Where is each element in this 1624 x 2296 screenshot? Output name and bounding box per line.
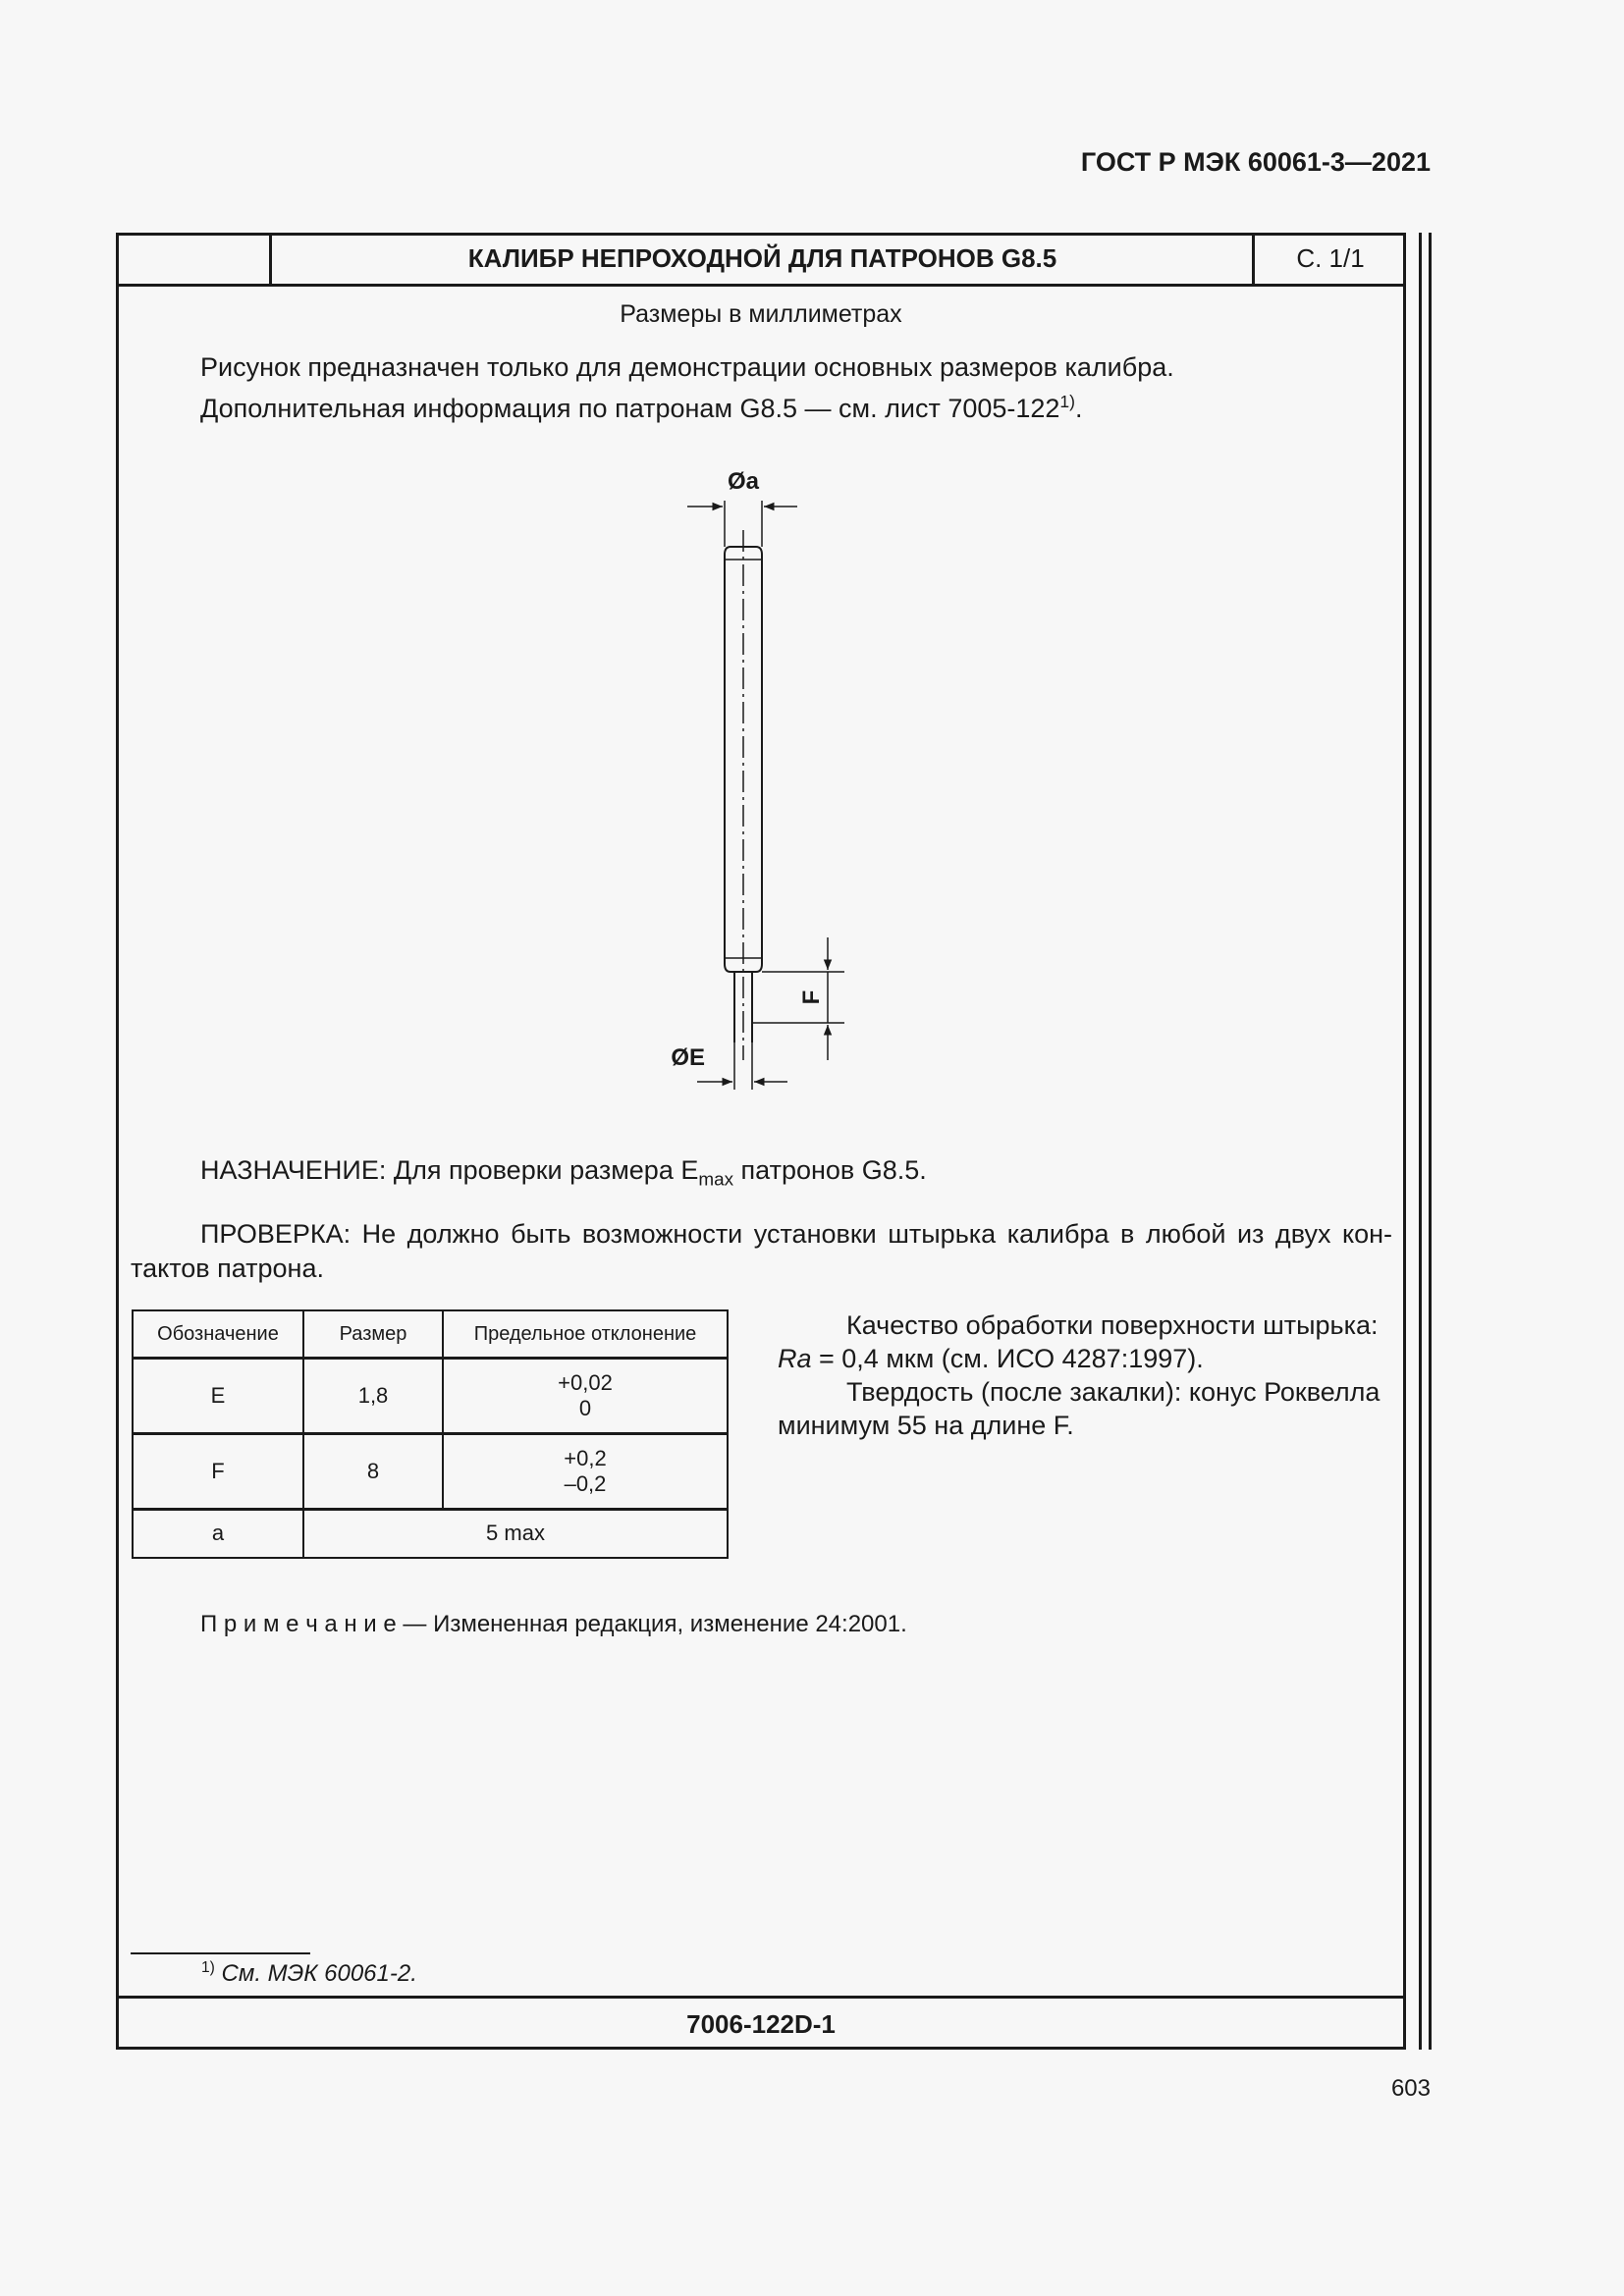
dim-label-f: F: [798, 989, 825, 1005]
quality-line-2-rest: = 0,4 мкм (см. ИСО 4287:1997).: [811, 1344, 1204, 1373]
sheet-page: С. 1/1: [1296, 243, 1365, 273]
check-text: [131, 1217, 1392, 1286]
intro-line-2-end: .: [1075, 394, 1083, 423]
purpose-text: [200, 1153, 927, 1197]
purpose-sub: max: [698, 1169, 734, 1191]
cell-size: 8: [303, 1434, 443, 1510]
table-row: [133, 1359, 728, 1434]
units-note: Размеры в миллиметрах: [620, 300, 902, 328]
note: [200, 1611, 907, 1638]
cell-designation: F: [133, 1434, 303, 1510]
sheet-code: 7006-122D-1: [686, 2009, 836, 2039]
note-label: П р и м е ч а н и е: [200, 1611, 397, 1637]
ra-symbol: Ra: [778, 1344, 812, 1373]
cell-max-value: 5 max: [303, 1510, 728, 1558]
footnote-text: См. МЭК 60061-2.: [214, 1960, 417, 1987]
table-row: [133, 1434, 728, 1510]
quality-line-2: [778, 1342, 1391, 1375]
cell-designation: E: [133, 1359, 303, 1434]
quality-line-1: Качество обработки поверхности штырька:: [846, 1310, 1379, 1340]
footnote-ref: 1): [1059, 392, 1076, 411]
standard-designation: ГОСТ Р МЭК 60061-3—2021: [1080, 147, 1431, 177]
intro-line-1: Рисунок предназначен только для демонстрации основных размеров калибра.: [200, 352, 1174, 382]
cell-size: 1,8: [303, 1359, 443, 1434]
col-header-designation: Обозначение: [133, 1310, 303, 1359]
frame-side-line: [1429, 233, 1432, 2050]
dimensions-table: [132, 1309, 729, 1559]
gauge-drawing: [668, 461, 864, 1099]
cell-tolerance: [443, 1359, 728, 1434]
intro-text: [200, 350, 1174, 426]
table-row: [133, 1510, 728, 1558]
check-line-1: ПРОВЕРКА: Не должно быть возможности установки штырька калибра в любой из двух кон-: [200, 1219, 1392, 1249]
frame-side-line: [1419, 233, 1422, 2050]
cell-tolerance: [443, 1434, 728, 1510]
tolerance-upper: +0,02: [558, 1370, 613, 1395]
quality-line-4: минимум 55 на длине F.: [778, 1411, 1074, 1440]
dim-label-e: ØE: [671, 1044, 705, 1071]
quality-line-3: Твердость (после закалки): конус Роквелла: [846, 1377, 1380, 1407]
tolerance-upper: +0,2: [564, 1446, 607, 1470]
surface-quality-text: [778, 1308, 1391, 1442]
dim-label-a: Øa: [727, 468, 760, 495]
intro-line-2-text: Дополнительная информация по патронам G8.5 — см. лист 7005-122: [200, 394, 1060, 423]
intro-line-2: [200, 385, 1174, 426]
purpose-suffix: патронов G8.5.: [733, 1155, 927, 1185]
cell-designation: a: [133, 1510, 303, 1558]
tolerance-lower: –0,2: [564, 1471, 607, 1496]
sheet-title: КАЛИБР НЕПРОХОДНОЙ ДЛЯ ПАТРОНОВ G8.5: [467, 243, 1057, 273]
col-header-tolerance: Предельное отклонение: [443, 1310, 728, 1359]
page-number: 603: [1390, 2075, 1431, 2102]
title-divider: [269, 233, 272, 284]
tolerance-lower: 0: [578, 1396, 592, 1420]
footnote-separator: [131, 1952, 310, 1954]
check-line-2: тактов патрона.: [131, 1254, 324, 1283]
footnote: [201, 1959, 417, 1988]
table-header-row: [133, 1310, 728, 1359]
note-text: — Измененная редакция, изменение 24:2001.: [396, 1611, 907, 1637]
footnote-marker: 1): [201, 1959, 215, 1976]
col-header-size: Размер: [303, 1310, 443, 1359]
purpose-prefix: НАЗНАЧЕНИЕ: Для проверки размера E: [200, 1155, 699, 1185]
